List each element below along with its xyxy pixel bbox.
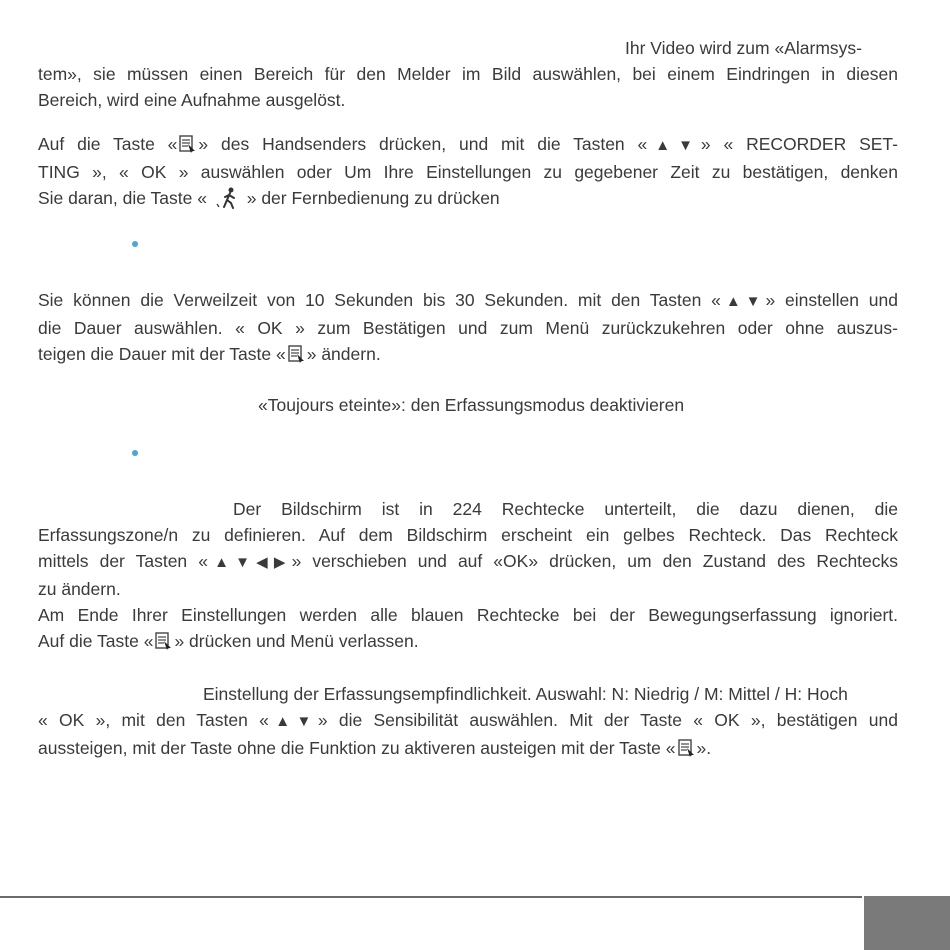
up-down-arrows-icon: ▲▼ [720, 293, 766, 310]
section-bullet [132, 450, 138, 456]
text-fragment: Auf die Taste « [38, 631, 154, 651]
text-fragment: » die Sensibilität auswählen. Mit der Taste « OK », bestätigen und [317, 710, 898, 730]
paragraph-2-line-3 [38, 185, 898, 211]
walking-person-icon [212, 187, 242, 209]
paragraph-5-line-6 [38, 628, 898, 654]
text-fragment: » der Fernbedienung zu drücken [246, 188, 500, 208]
paragraph-5-line-4: zu ändern. [38, 579, 121, 599]
menu-icon [288, 345, 305, 363]
text-fragment: » drücken und Menü verlassen. [174, 631, 419, 651]
paragraph-6 [38, 707, 898, 761]
paragraph-5-line-1: Der Bildschirm ist in 224 Rechtecke unterteilt, die dazu dienen, die [233, 499, 898, 519]
paragraph-2-line-2: TING », « OK » auswählen oder Um Ihre Einstellungen zu gegebener Zeit zu bestätigen, denken [38, 162, 898, 182]
paragraph-3 [38, 287, 898, 367]
paragraph-5-line-5: Am Ende Ihrer Einstellungen werden alle blauen Rechtecke bei der Bewegungserfassung ignoriert. [38, 605, 898, 625]
paragraph-6-line-2 [38, 707, 898, 735]
paragraph-2 [38, 131, 898, 211]
paragraph-5-line-1-wrap [233, 496, 898, 522]
paragraph-2-line-1 [38, 131, 898, 159]
paragraph-5-line-2: Erfassungszone/n zu definieren. Auf dem Bildschirm erscheint ein gelbes Rechteck. Das Rechteck [38, 525, 898, 545]
paragraph-3-line-1 [38, 287, 898, 315]
paragraph-1-line-3: Bereich, wird eine Aufnahme ausgelöst. [38, 90, 346, 110]
paragraph-5 [38, 522, 898, 654]
text-fragment: ». [696, 738, 712, 758]
page-number-tab [864, 896, 950, 950]
paragraph-1-line-1: Ihr Video wird zum «Alarmsys- [625, 38, 862, 58]
text-fragment: » ändern. [306, 344, 381, 364]
text-fragment: » « RECORDER SET- [700, 134, 898, 154]
menu-icon [179, 135, 196, 153]
text-fragment: teigen die Dauer mit der Taste « [38, 344, 286, 364]
paragraph-6-line-3 [38, 735, 898, 761]
up-down-arrows-icon: ▲▼ [647, 137, 701, 154]
footer-rule [0, 896, 862, 898]
text-fragment: « OK », mit den Tasten « [38, 710, 269, 730]
text-fragment: Auf die Taste « [38, 134, 178, 154]
paragraph-6-line-1: Einstellung der Erfassungsempfindlichkeit. Auswahl: N: Niedrig / M: Mittel / H: Hoch [203, 684, 848, 704]
paragraph-3-line-3 [38, 341, 898, 367]
paragraph-3-line-2: die Dauer auswählen. « OK » zum Bestätigen und zum Menü zurückzukehren oder ohne auszus- [38, 318, 898, 338]
paragraph-5-line-3 [38, 548, 898, 576]
menu-icon [155, 632, 172, 650]
text-fragment: » des Handsenders drücken, und mit die Tasten « [198, 134, 648, 154]
up-down-arrows-icon: ▲▼ [268, 713, 318, 730]
text-fragment: » verschieben und auf «OK» drücken, um den Zustand des Rechtecks [291, 551, 899, 571]
four-way-arrows-icon: ▲▼◀▶ [207, 554, 292, 571]
text-fragment: mittels der Tasten « [38, 551, 208, 571]
text-fragment: » einstellen und [765, 290, 898, 310]
text-fragment: Sie können die Verweilzeit von 10 Sekunden bis 30 Sekunden. mit den Tasten « [38, 290, 721, 310]
text-fragment: Sie daran, die Taste « [38, 188, 207, 208]
paragraph-1-body [38, 61, 898, 113]
section-bullet [132, 241, 138, 247]
paragraph-1-line-2: tem», sie müssen einen Bereich für den Melder im Bild auswählen, bei einem Eindringen in diesen [38, 64, 898, 84]
text-fragment: aussteigen, mit der Taste ohne die Funktion zu aktiveren austeigen mit der Taste « [38, 738, 676, 758]
menu-icon [678, 739, 695, 757]
paragraph-4: «Toujours eteinte»: den Erfassungsmodus deaktivieren [258, 395, 685, 415]
